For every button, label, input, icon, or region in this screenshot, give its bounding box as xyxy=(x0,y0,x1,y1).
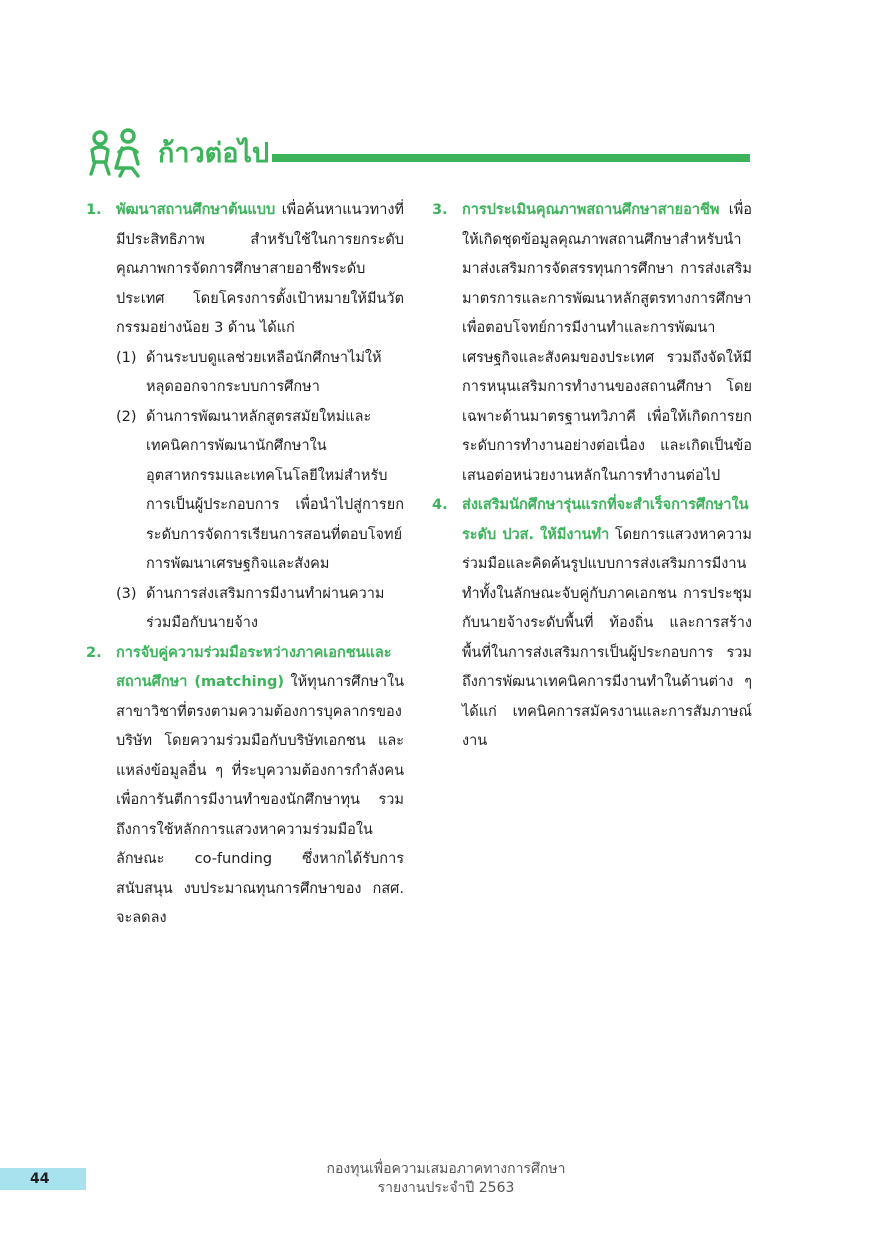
page-number: 44 xyxy=(30,1171,50,1187)
sub-item-number: (1) xyxy=(116,349,137,366)
sub-item-1 xyxy=(86,344,404,403)
title-rule xyxy=(272,154,750,162)
item-text: โดยการแสวงหาความร่วมมือและคิดค้นรูปแบบการส่งเสริมการมีงานทำทั้งในลักษณะจับคู่กับภาคเอกชน การประชุมกับนายจ้างระดับพื้นที่ ท้องถิ่น และการสร้างพื้นที่ในการส่งเสริมการเป็นผู้ประกอบการ รวมถึงการพัฒนาเทคนิคการมีงานทำในด้านต่าง ๆ ได้แก่ เทคนิคการสมัครงานและการสัมภาษณ์งาน xyxy=(462,526,752,749)
right-column xyxy=(432,196,752,757)
footer-organization: กองทุนเพื่อความเสมอภาคทางการศึกษา xyxy=(326,1161,566,1177)
item-title: การประเมินคุณภาพสถานศึกษาสายอาชีพ xyxy=(462,202,720,218)
list-item-1 xyxy=(86,196,404,344)
item-text: เพื่อค้นหาแนวทางที่มีประสิทธิภาพ สำหรับใช้ในการยกระดับคุณภาพการจัดการศึกษาสายอาชีพระดับประเทศ โดยโครงการตั้งเป้าหมายให้มีนวัตกรรมอย่างน้อย 3 ด้าน ได้แก่ xyxy=(116,202,404,336)
section-header xyxy=(86,128,750,178)
list-item-2 xyxy=(86,639,404,934)
item-number: 4. xyxy=(432,497,448,513)
item-number: 2. xyxy=(86,644,102,661)
item-number: 3. xyxy=(432,202,448,218)
item-paragraph xyxy=(462,196,752,491)
item-paragraph xyxy=(462,491,752,757)
item-title: ส่งเสริมนักศึกษารุ่นแรกที่จะสำเร็จการศึกษาในระดับ ปวส. ให้มีงานทำ xyxy=(462,497,749,543)
footer-report-title: รายงานประจำปี 2563 xyxy=(377,1180,515,1196)
sub-item-text: ด้านการส่งเสริมการมีงานทำผ่านความร่วมมือกับนายจ้าง xyxy=(146,585,385,631)
item-paragraph xyxy=(116,639,404,934)
two-students-icon xyxy=(86,128,150,178)
item-paragraph xyxy=(116,196,404,344)
sub-item-number: (2) xyxy=(116,408,137,425)
list-item-3 xyxy=(432,196,752,491)
sub-item-2 xyxy=(86,403,404,580)
item-title: การจับคู่ความร่วมมือระหว่างภาคเอกชนและสถานศึกษา (matching) xyxy=(116,644,392,690)
footer xyxy=(286,1160,606,1198)
page-title: ก้าวต่อไป xyxy=(158,138,270,169)
item-number: 1. xyxy=(86,202,102,218)
item-text: เพื่อให้เกิดชุดข้อมูลคุณภาพสถานศึกษาสำหรับนำมาส่งเสริมการจัดสรรทุนการศึกษา การส่งเสริมมาตรการและการพัฒนาหลักสูตรทางการศึกษา เพื่อตอบโจทย์การมีงานทำและการพัฒนาเศรษฐกิจและสังคมของประเทศ รวมถึงจัดให้มีการหนุนเสริมการทำงานของสถานศึกษา โดยเฉพาะด้านมาตรฐานทวิภาคี เพื่อให้เกิดการยกระดับการทำงานอย่างต่อเนื่อง และเกิดเป็นข้อเสนอต่อหน่วยงานหลักในการทำงานต่อไป xyxy=(462,202,752,484)
sub-item-text: ด้านการพัฒนาหลักสูตรสมัยใหม่และเทคนิคการพัฒนานักศึกษาในอุตสาหกรรมและเทคโนโลยีใหม่สำหรับการเป็นผู้ประกอบการ เพื่อนำไปสู่การยกระดับการจัดการเรียนการสอนที่ตอบโจทย์การพัฒนาเศรษฐกิจและสังคม xyxy=(146,408,404,572)
sub-item-text: ด้านระบบดูแลช่วยเหลือนักศึกษาไม่ให้หลุดออกจากระบบการศึกษา xyxy=(146,349,382,395)
item-title: พัฒนาสถานศึกษาต้นแบบ xyxy=(116,202,276,218)
left-column xyxy=(86,196,404,934)
sub-item-3 xyxy=(86,580,404,639)
list-item-4 xyxy=(432,491,752,757)
item-text: ให้ทุนการศึกษาในสาขาวิชาที่ตรงตามความต้องการบุคลากรของบริษัท โดยความร่วมมือกับบริษัทเอกชน และแหล่งข้อมูลอื่น ๆ ที่ระบุความต้องการกำลังคน เพื่อการันตีการมีงานทำของนักศึกษาทุน รวมถึงการใช้หลักการแสวงหาความร่วมมือในลักษณะ co-funding ซึ่งหากได้รับการสนับสนุน งบประมาณทุนการศึกษาของ กสศ. จะลดลง xyxy=(116,674,404,926)
sub-item-number: (3) xyxy=(116,585,137,602)
